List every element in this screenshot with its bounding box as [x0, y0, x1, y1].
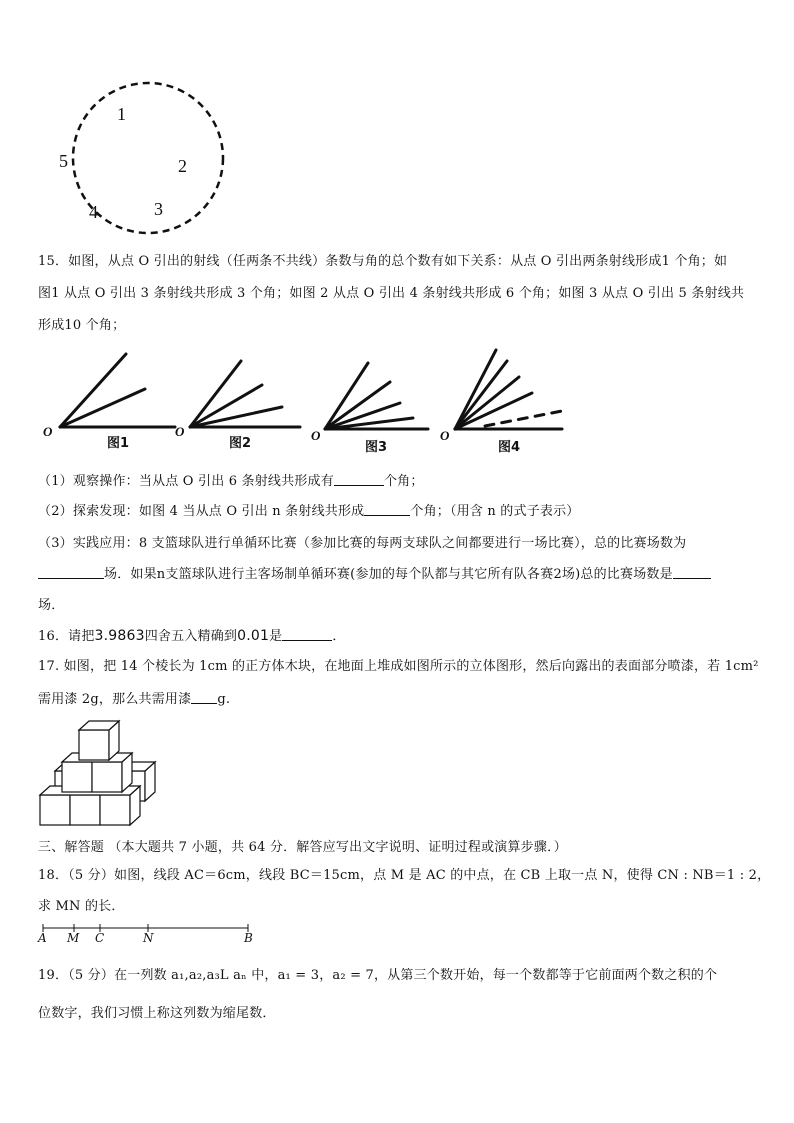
section3-heading: 三、解答题 （本大题共 7 小题，共 64 分．解答应写出文字说明、证明过程或演算步骤．） [38, 840, 567, 855]
q15-part3-line1: （3）实践应用：8 支篮球队进行单循环比赛（参加比赛的每两支球队之间都要进行一场比赛），总的比赛场数为 [38, 536, 687, 551]
q15-line3: 形成10 个角； [38, 318, 126, 333]
q16-precision: 0.01 [237, 628, 270, 644]
clock-number-2: 2 [178, 156, 187, 176]
clock-number-4: 4 [89, 202, 98, 222]
q17-line2 [38, 688, 230, 707]
q16-middle: 四舍五入精确到 [144, 629, 238, 644]
figure-3-rays [325, 363, 428, 429]
cube-stack-figure [35, 715, 165, 830]
q15-part3-line3: 场． [38, 598, 65, 613]
figure-4-rays [455, 350, 562, 429]
q18-line2: 求 MN 的长． [38, 899, 125, 914]
q15-part1 [38, 470, 424, 489]
figure-3-label: 图3 [365, 440, 388, 455]
q16-blank[interactable] [282, 628, 332, 641]
q15-part2-suffix: 个角；（用含 n 的式子表示） [410, 504, 580, 519]
q17-line2-text: 需用漆 2g，那么共需用漆 [38, 692, 192, 707]
point-m-label: M [67, 931, 80, 945]
clock-number-5: 5 [59, 151, 68, 171]
figure-1-rays [60, 354, 175, 427]
q16-number: 3.9863 [94, 628, 145, 644]
figure-2-rays [190, 361, 300, 427]
q15-part2 [38, 500, 580, 519]
q16-line [38, 625, 346, 644]
q15-part1-suffix: 个角； [383, 474, 424, 489]
q15-part2-text: （2）探索发现：如图 4 当从点 O 引出 n 条射线共形成 [38, 504, 365, 519]
point-a-label: A [38, 931, 47, 945]
q17-line2-suffix: g. [217, 692, 231, 707]
figure-4-label: 图4 [498, 440, 521, 455]
q16-prefix: 16．请把 [38, 629, 95, 644]
figure-1-o-label: O [43, 424, 53, 439]
q15-part3-line2-text: 场．如果n支篮球队进行主客场制单循环赛(参加的每个队都与其它所有队各赛2场)总的比赛场数是 [104, 567, 673, 582]
clock-number-1: 1 [117, 104, 126, 124]
q15-part1-text: （1）观察操作：当从点 O 引出 6 条射线共形成有 [38, 474, 334, 489]
q15-part3-blank-1[interactable] [38, 566, 104, 579]
q17-line1: 17. 如图，把 14 个棱长为 1cm 的正方体木块，在地面上堆成如图所示的立体图形，然后向露出的表面部分喷漆，若 1cm² [38, 659, 759, 674]
q15-line1: 15．如图，从点 O 引出的射线（任两条不共线）条数与角的总个数有如下关系：从点 O 引出两条射线形成1 个角；如 [38, 254, 728, 269]
q15-part2-blank[interactable] [364, 503, 410, 516]
point-b-label: B [244, 931, 253, 945]
q18-line1: 18．（5 分）如图，线段 AC＝6cm，线段 BC＝15cm，点 M 是 AC 的中点，在 CB 上取一点 N，使得 CN : NB＝1 : 2， [38, 868, 771, 883]
q16-end: ． [332, 629, 346, 644]
q19-line2: 位数字，我们习惯上称这列数为缩尾数． [38, 1006, 276, 1021]
q16-after-word: 是 [269, 629, 283, 644]
q17-blank[interactable] [191, 691, 217, 704]
q19-line1: 19．（5 分）在一列数 a₁,a₂,a₃L aₙ 中，a₁ = 3，a₂ = 7，从第三个数开始，每一个数都等于它前面两个数之积的个 [38, 968, 718, 983]
q15-part3-line2 [38, 563, 711, 582]
figure-3-o-label: O [311, 428, 321, 443]
point-n-label: N [143, 931, 154, 945]
q15-part3-blank-2[interactable] [673, 566, 711, 579]
q15-line2: 图1 从点 O 引出 3 条射线共形成 3 个角；如图 2 从点 O 引出 4 条射线共形成 6 个角；如图 3 从点 O 引出 5 条射线共 [38, 286, 745, 301]
figure-2-o-label: O [175, 424, 185, 439]
figure-4-o-label: O [440, 428, 450, 443]
q15-part1-blank[interactable] [334, 473, 384, 486]
figure-1-label: 图1 [107, 436, 130, 451]
clock-number-3: 3 [154, 199, 163, 219]
point-c-label: C [95, 931, 105, 945]
figure-2-label: 图2 [229, 436, 252, 451]
